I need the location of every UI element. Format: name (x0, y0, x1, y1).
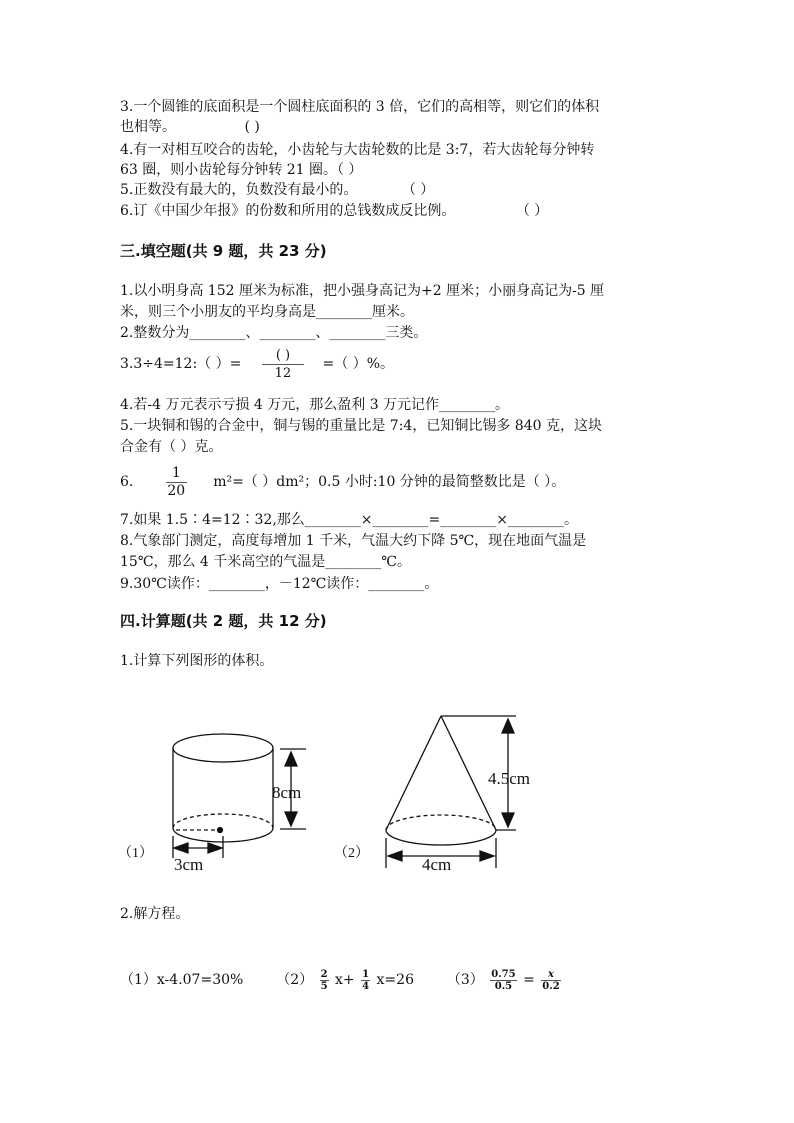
equation-2-fraction-2 (361, 969, 370, 992)
judge-q3-line1: 3.一个圆锥的底面积是一个圆柱底面积的 3 倍，它们的高相等，则它们的体积 (120, 99, 600, 115)
fill-q6-number: 6. (120, 474, 134, 490)
fill-q3-right: =（ ）%。 (322, 356, 395, 372)
cone-figure (386, 716, 516, 868)
cone-diameter-arrowhead-left (388, 851, 402, 861)
fill-q6-fraction-num: 1 (166, 465, 187, 483)
fill-q9-line: 9.30℃读作：________，－12℃读作：________。 (120, 576, 439, 592)
cylinder-height-label: 8cm (272, 783, 302, 802)
fill-q1-line1: 1.以小明身高 152 厘米为标准，把小强身高记为+2 厘米；小丽身高记为-5 厘 (120, 283, 605, 299)
equation-2-f2-num: 1 (362, 968, 370, 980)
cone-height-label: 4.5cm (488, 769, 530, 788)
fill-q4-line: 4.若-4 万元表示亏损 4 万元，那么盈利 3 万元记作________。 (120, 397, 510, 413)
judge-q3-line2 (120, 117, 260, 137)
cylinder-top (173, 734, 273, 762)
equation-3-left-den: 0.5 (494, 980, 513, 992)
cylinder-radius-label: 3cm (174, 855, 204, 874)
cone-height-arrowhead-up (502, 719, 514, 733)
figure1-label: （1） (118, 846, 153, 861)
fill-q8-line1: 8.气象部门测定，高度每增加 1 千米，气温大约下降 5℃，现在地面气温是 (120, 533, 587, 549)
fill-q8-line2: 15℃，那么 4 千米高空的气温是________℃。 (120, 554, 411, 570)
judge-q3-answer-paren[interactable]: ( ) (244, 119, 260, 135)
judge-q6-line (120, 201, 548, 221)
equation-2-fraction-1 (320, 969, 329, 992)
fill-q3-fraction-num[interactable]: ( ) (262, 347, 304, 365)
cylinder-bottom-back (173, 814, 273, 828)
fill-q6-fraction (166, 465, 187, 500)
cone-base-back (386, 815, 496, 830)
calc-q2-line: 2.解方程。 (120, 906, 190, 922)
cone-base-front (386, 830, 496, 845)
fill-q3-fraction-den: 12 (274, 365, 292, 381)
fill-q3-left: 3.3÷4=12:（ ）= (120, 356, 242, 372)
equation-3-right-den: 0.2 (542, 980, 560, 992)
section3-title: 三.填空题(共 9 题，共 23 分) (120, 242, 327, 260)
fill-q2-line: 2.整数分为________、________、________三类。 (120, 325, 428, 341)
equation-3-prefix: （3） (446, 972, 484, 988)
cylinder-radius-arrowhead-right (208, 843, 222, 853)
equation-2-mid: x+ (335, 972, 355, 988)
cylinder-radius-arrowhead-left (174, 843, 188, 853)
cylinder-center (218, 828, 223, 833)
equation-1: （1）x-4.07=30% (120, 972, 244, 988)
judge-q5-answer-paren[interactable]: （ ） (401, 182, 435, 198)
equation-2-f2-den: 4 (362, 980, 370, 992)
judge-q5-line (120, 180, 434, 200)
equation-3-left-fraction (490, 969, 516, 992)
equation-2-f1-num: 2 (320, 968, 328, 980)
cone-diameter-label: 4cm (422, 855, 452, 874)
fill-q1-line2: 米，则三个小朋友的平均身高是________厘米。 (120, 304, 414, 320)
cylinder-height-arrowhead-up (285, 752, 297, 766)
judge-q6-text: 6.订《中国少年报》的份数和所用的总钱数成反比例。 (120, 203, 456, 219)
volume-figures (110, 700, 530, 880)
fill-q3-fraction (262, 347, 304, 382)
fill-q5-line1: 5.一块铜和锡的合金中，铜与锡的重量比是 7:4，已知铜比锡多 840 克，这块 (120, 418, 602, 434)
cone-height-arrowhead-down (502, 813, 514, 827)
calc-q1-line: 1.计算下列图形的体积。 (120, 653, 274, 669)
equation-2-f1-den: 5 (320, 980, 328, 992)
cone-diameter-arrowhead-right (480, 851, 494, 861)
section4-title: 四.计算题(共 2 题，共 12 分) (120, 612, 327, 630)
fill-q6-rest: m²=（ ）dm²；0.5 小时:10 分钟的最简整数比是（ ）。 (213, 474, 566, 490)
judge-q4-line2: 63 圈，则小齿轮每分钟转 21 圈。（ ） (120, 162, 363, 178)
fill-q7-line: 7.如果 1.5∶4=12∶32,那么________×________=________×________。 (120, 512, 578, 528)
judge-q6-answer-paren[interactable]: （ ） (515, 203, 549, 219)
equation-2-prefix: （2） (276, 972, 314, 988)
equation-2-suffix: x=26 (376, 972, 414, 988)
equation-3-equals: = (523, 972, 535, 988)
cone-left-side (386, 716, 441, 830)
judge-q4-line1: 4.有一对相互咬合的齿轮，小齿轮与大齿轮数的比是 3:7，若大齿轮每分钟转 (120, 142, 595, 158)
fill-q3-line (120, 346, 394, 382)
equation-3-right-num: x (541, 969, 560, 981)
figure2-label: （2） (334, 846, 369, 861)
judge-q5-text: 5.正数没有最大的，负数没有最小的。 (120, 182, 358, 198)
fill-q6-line (120, 464, 565, 500)
fill-q6-fraction-den: 20 (167, 482, 186, 499)
equations-line (120, 962, 563, 998)
fill-q5-line2: 合金有（ ）克。 (120, 439, 223, 455)
equation-3-right-fraction (541, 969, 560, 992)
cylinder-height-arrowhead-down (285, 812, 297, 826)
equation-3-left-num: 0.75 (491, 968, 516, 980)
judge-q3-text: 也相等。 (120, 119, 176, 135)
